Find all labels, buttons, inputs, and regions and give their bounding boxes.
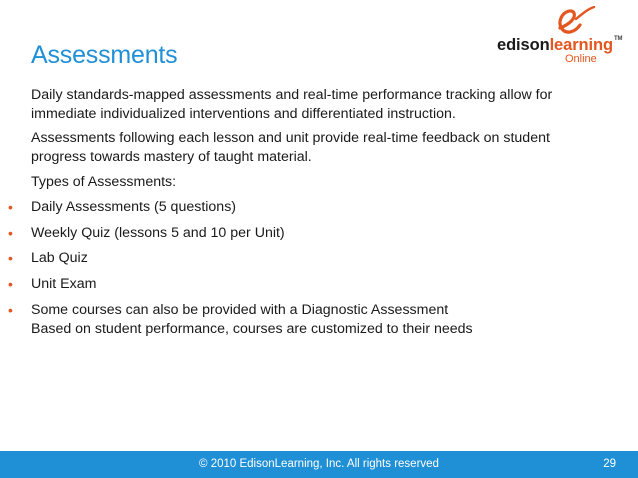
bullet-icon: • [8,302,13,318]
copyright-text: © 2010 EdisonLearning, Inc. All rights reserved [199,458,439,470]
trademark: TM [613,36,623,42]
logo-subtitle: Online [565,53,597,65]
bullet-icon: • [8,225,13,241]
paragraph: Daily standards-mapped assessments and real-time performance tracking allow for immediate individualized interventions and differentiated instruction. [31,87,553,122]
bullet-icon: • [8,250,13,266]
page-number: 29 [603,458,616,470]
footer-bar [0,451,638,478]
paragraph: Assessments following each lesson and unit provide real-time feedback on student progress towards mastery of taught material. [31,130,550,165]
slide-title: Assessments [31,41,178,69]
bullet-icon: • [8,199,13,215]
logo-wordmark: edisonlearning™ [497,36,623,54]
bullet-icon: • [8,276,13,292]
paragraph: Types of Assessments: [31,174,177,190]
edisonlearning-logo [496,4,632,66]
bullet-continuation: Based on student performance, courses are customized to their needs [31,321,473,337]
swirl-e-logo-icon [552,6,596,40]
